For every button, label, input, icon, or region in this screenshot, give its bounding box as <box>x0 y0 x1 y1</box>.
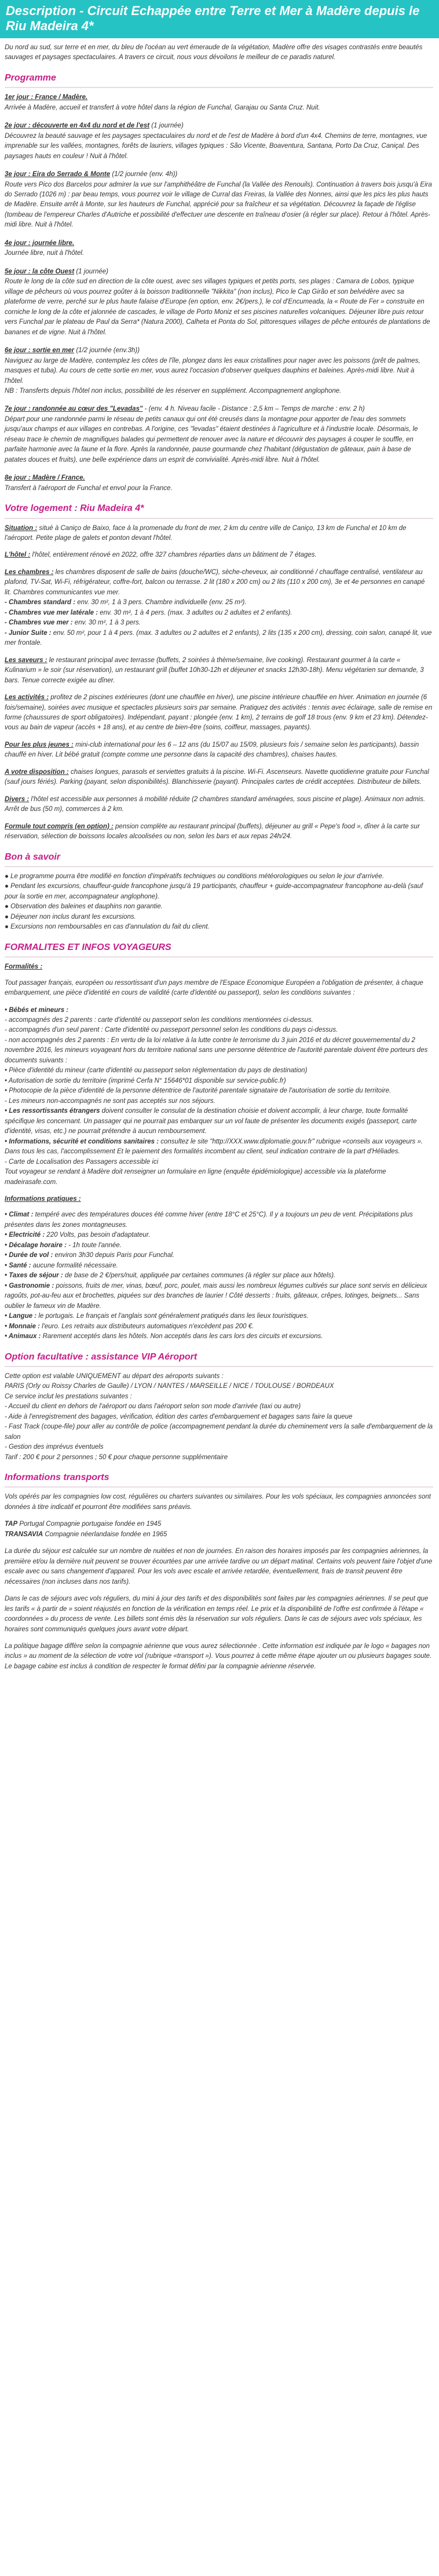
day-title: 5e jour : la côte Ouest <box>5 268 75 275</box>
flavours-text: le restaurant principal avec terrasse (buffets, 2 soirées à thème/semaine, live cooking). Restaurant gourmet à la carte « Kulinarium » le soir (sur réservation), un restaurant grill (buffet 10h30-12h et déjeuner et snacks 12h30-18h). Menu végétarien sur demande, 3 bars. Tenue correcte exigée au dîner. <box>5 656 424 684</box>
good-to-know-item: ● Le programme pourra être modifié en fonction d'impératifs techniques ou conditions météorologiques ou selon le jour d'arrivée. <box>5 873 385 880</box>
airline-item <box>5 1519 433 1529</box>
day-title: 7e jour : randonnée au cœur des "Levadas" <box>5 405 143 413</box>
hotel-heading: Votre logement : Riu Madeira 4* <box>5 502 433 518</box>
activities-label: Les activités : <box>5 694 49 701</box>
good-to-know-list <box>5 872 433 933</box>
airline-description: Portugal Compagnie portugaise fondée en 1945 <box>17 1521 162 1528</box>
room-type <box>5 608 433 618</box>
practical-info-text: environ 3h30 depuis Paris pour Funchal. <box>53 1252 174 1259</box>
room-type-details: env. 30 m², 1 à 3 pers. Chambre individuelle (env. 25 m²). <box>75 599 247 606</box>
practical-info-item <box>5 1322 433 1332</box>
transport-regular-flights-text: Dans le cas de séjours avec vols réguliers, du mini à jour des tarifs et des disponibilités sont faites par les compagnies aériennes. Il se peut que les tarifs « à partir de » soient réajustés en fonction de la vérification en temps réel. Le prix et la disponibilité de l'offre est confirmée à l'étape « coordonnées » du process de vente. Les billets sont émis dès la réservation sur vols réguliers. Dans le cas de séjours avec vols spéciaux, les horaires sont communiqués quelques jours avant votre départ. <box>5 1595 429 1633</box>
formalities-subheading: Formalités : <box>5 963 43 971</box>
formality-line <box>5 1137 433 1157</box>
good-to-know-item: ● Déjeuner non inclus durant les excursions. <box>5 913 136 920</box>
formality-text: - Les mineurs non-accompagnés ne sont pas acceptés sur nos séjours. <box>5 1097 215 1105</box>
practical-info-text: Rarement acceptés dans les hôtels. Non acceptés dans les cars lors des circuits et excursions. <box>41 1333 323 1340</box>
vip-line: Tarif : 200 € pour 2 personnes ; 50 € pour chaque personne supplémentaire <box>5 1453 228 1461</box>
rooms-paragraph <box>5 568 433 649</box>
formality-line <box>5 1066 433 1076</box>
vip-line: - Fast Track (coupe-file) pour aller au contrôle de police (accompagnement pendant la durée du cheminement vers la salle d'embarquement de la salon <box>5 1423 433 1441</box>
day-header <box>5 473 433 483</box>
hotel-label: L'hôtel : <box>5 551 31 559</box>
practical-info-item <box>5 1332 433 1342</box>
vip-line: PARIS (Orly ou Roissy Charles de Gaulle) / LYON / NANTES / MARSEILLE / NICE / TOULOUSE / BORDEAUX <box>5 1383 334 1390</box>
room-type-details: env. 30 m², 1 à 3 pers. <box>72 619 141 627</box>
rooms-text: les chambres disposent de salle de bains (douche/WC), sèche-cheveux, air conditionné / chauffage centralisé, ventilateur au plafond, TV-Sat, Wi-Fi, réfrigérateur, coffre-fort, balcon ou terrasse. 2 lit (180 x 200 cm) ou 2 lits (110 x 200 cm), 3e et 4e personnes en canapé lit. Chambres communicantes vue mer. <box>5 568 425 596</box>
practical-info-label: • Monnaie : <box>5 1322 40 1330</box>
vip-line: - Accueil du client en dehors de l'aéroport ou dans l'aéroport selon son mode d'arrivée (taxi ou autre) <box>5 1403 301 1411</box>
practical-info-label: • Santé : <box>5 1262 31 1269</box>
formality-line <box>5 1036 433 1066</box>
formality-text: - non accompagnés des 2 parents : En vertu de la loi relative à la lutte contre le terrorisme du 3 juin 2016 et du décret gouvernemental du 2 novembre 2016, les mineurs voyageant hors du territoire national sans une personne détentrice de l'autorité parentale doivent être porteurs des documents suivants : <box>5 1036 428 1064</box>
formality-line <box>5 1025 433 1035</box>
formalities-heading: FORMALITES ET INFOS VOYAGEURS <box>5 941 433 958</box>
airline-name: TRANSAVIA <box>5 1530 43 1538</box>
practical-info-subheading: Informations pratiques : <box>5 1195 81 1203</box>
day-duration: (1/2 journée (env.3h)) <box>74 347 140 355</box>
practical-info-label: • Décalage horaire : <box>5 1241 67 1249</box>
day-description: Départ pour une randonnée parmi le réseau de petits canaux qui ont été creusés dans la montagne pour apporter de l'eau des sommets jusqu'aux champs et aux villages en contrebas. A l'origine, ces "levadas" étaient destinées à l'agriculture et à l'industrie locale. Désormais, le réseau trace le chemin de magnifiques balades qui permettent de renouer avec la nature et découvrir des paysages à couper le souffle, en parfaite harmonie avec la faune et la flore. Après la randonnée, pause gourmande chez l'habitant (dégustation de gâteaux, pain à base de patates douces et fruits), une belle expérience dans un esprit de convivialité. Après-midi libre. Nuit à l'hôtel. <box>5 415 418 463</box>
day-title: 1er jour : France / Madère. <box>5 94 88 101</box>
formality-line <box>5 1097 433 1106</box>
all-inclusive-text: pension complète au restaurant principal (buffets), déjeuner au grill « Pepe's food », dîner à la carte sur réservation, sélection de boissons locales alcoolisées ou non, selon les bars et aux repas 24h/24. <box>5 823 420 841</box>
practical-info-label: • Electricité : <box>5 1232 45 1239</box>
formality-label: • Bébés et mineurs : <box>5 1006 69 1014</box>
vip-line: Cette option est valable UNIQUEMENT au départ des aéroports suivants : <box>5 1372 224 1380</box>
airline-list <box>5 1519 433 1540</box>
practical-info-text: aucune formalité nécessaire. <box>31 1262 118 1269</box>
programme-day <box>5 239 433 259</box>
rooms-label: Les chambres : <box>5 568 54 576</box>
misc-label: Divers : <box>5 795 30 803</box>
day-duration: - (env. 4 h. Niveau facile - Distance : 2,5 km – Temps de marche : env. 2 h) <box>142 405 365 413</box>
practical-info-item <box>5 1241 433 1251</box>
intro-text: Du nord au sud, sur terre et en mer, du bleu de l'océan au vert émeraude de la végétation, Madère offre des visages contrastés entre beautés sauvages et paysages spectaculaires. A travers ce circuit, nous vous dévoilons le meilleur de ce paradis naturel. <box>5 44 423 61</box>
formality-text: consultez le site "http://XXX.www.diplomatie.gouv.fr" rubrique «conseils aux voyageurs ». Dans tous les cas, l'accomplissement Et le paiement des formalités incombent au client, seul indication contraire de la part d'Héliades. <box>5 1138 423 1156</box>
formality-text: Tout voyageur se rendant à Madère doit renseigner un formulaire en ligne (enquête épidémiologique) accessible via la plateforme madeirasafe.com. <box>5 1168 386 1186</box>
programme-day <box>5 404 433 465</box>
day-description: Naviguez au large de Madère, contemplez les côtes de l'île, plongez dans les eaux cristallines pour nager avec les poissons (prêt de palmes, masques et tuba). Au cours de cette sortie en mer, vous aurez l'occasion d'observer quelques dauphins et baleines. Après-midi libre. Nuit à l'hôtel. <box>5 357 420 385</box>
formality-text: - accompagnés des 2 parents : carte d'identité ou passeport selon les conditions mentionnées ci-dessus. <box>5 1017 313 1024</box>
practical-info-label: • Climat : <box>5 1211 34 1219</box>
day-description: Transfert à l'aéroport de Funchal et envol pour la France. <box>5 484 173 492</box>
facilities-paragraph <box>5 768 433 788</box>
practical-info-item <box>5 1281 433 1311</box>
formality-text: doivent consulter le consulat de la destination choisie et doivent accomplir, à leur charge, toute formalité spécifique les concernant. Un passager qui ne pourrait pas embarquer sur un vol faute de présenter les documents exigés (passeport, carte d'identité, visas, etc.) ne pourrait prétendre à aucun remboursement. <box>5 1108 417 1135</box>
practical-info-text: l'euro. Les retraits aux distributeurs automatiques n'excèdent pas 200 €. <box>39 1322 254 1330</box>
practical-info-list <box>5 1210 433 1342</box>
programme-day <box>5 346 433 396</box>
practical-info-text: - 1h toute l'année. <box>66 1241 122 1249</box>
situation-paragraph <box>5 524 433 544</box>
formality-label: • Les ressortissants étrangers <box>5 1108 100 1115</box>
vip-details <box>5 1372 433 1463</box>
vip-line: Ce service inclut les prestations suivantes : <box>5 1393 132 1400</box>
room-type <box>5 629 433 649</box>
activities-text: profitez de 2 piscines extérieures (dont une chauffée en hiver), une piscine intérieure chauffée en hiver. Animation en journée (6 fois/semaine), soirées avec musique et spectacles plusieurs soirs par semaine. Pratiquez des activités : tennis avec éclairage, salle de remise en forme (chaussures de sport obligatoires). Indépendant, payant : plongée (env. 1 km), 2 terrains de golf 18 trous (env. 9 km et 23 km). Détendez-vous au bain de vapeur (accès + 18 ans), et au centre de bien-être (soins, coiffeur, massages, payants). <box>5 694 433 732</box>
formality-text: • Autorisation de sortie du territoire (imprimé Cerfa N° 15646*01 disponible sur service-public.fr) <box>5 1077 286 1084</box>
hotel-paragraph <box>5 550 433 560</box>
practical-info-item <box>5 1261 433 1271</box>
room-type <box>5 598 433 608</box>
formality-line <box>5 1106 433 1137</box>
vip-line: - Gestion des imprévus éventuels <box>5 1444 104 1451</box>
formalities-list <box>5 1006 433 1187</box>
formality-text: • Pièce d'identité du mineur (carte d'identité ou passeport selon réglementation du pays de destination) <box>5 1067 308 1075</box>
all-inclusive-label: Formule tout compris (en option) : <box>5 823 114 830</box>
room-types-list <box>5 598 433 648</box>
good-to-know-item: ● Excursions non remboursables en cas d'annulation du fait du client. <box>5 923 210 931</box>
day-title: 4e jour : journée libre. <box>5 239 75 247</box>
practical-info-item <box>5 1311 433 1321</box>
transport-duration-text: La durée du séjour est calculée sur un nombre de nuitées et non de journées. En raison des horaires imposés par les compagnies aériennes, la première et/ou la dernière nuit peuvent se trouver écourtées par une arrivée tardive ou un départ matinal. Certains vols peuvent faire l'objet d'une escale avec ou sans changement d'appareil. Pour les vols avec escale et arrivée retardée, éventuellement, frais de transit peuvent être nécessaires (non incluses dans nos tarifs). <box>5 1548 433 1585</box>
day-duration: (1 journée) <box>149 122 184 130</box>
vip-heading: Option facultative : assistance VIP Aéroport <box>5 1350 433 1367</box>
day-header <box>5 267 433 277</box>
kids-text: mini-club international pour les 6 – 12 ans (du 15/07 au 15/09, plusieurs fois / semaine selon les participants), bassin chauffé en hiver. Lit bébé gratuit (compte comme une personne dans la capacité des chambres), chaises hautes. <box>5 741 419 759</box>
day-header <box>5 170 433 180</box>
day-description: Découvrez la beauté sauvage et les paysages spectaculaires du nord et de l'est de Madère à bord d'un 4x4. Chemins de terre, montagnes, vue imprenable sur les vallées, montagnes, forêts de lauriers, villages typiques : São Vicente, Boaventura, Santana, Porto Da Cruz, Caniçal. Des paysages hauts en couleur ! Nuit à l'hôtel. <box>5 132 427 160</box>
day-description: Route le long de la côte sud en direction de la côte ouest, avec ses villages typiques et petits ports, ses plages : Camara de Lobos, typique village de pêcheurs où vous pourrez goûter à la boisson traditionnelle "Nikkita" (non inclus), Pico le Cap Girão et son belvédère avec sa plateforme de verre, perché sur le plus haute falaise d'Europe (en option, env. 2€/pers.), le col d'Encumeada, la « Route de Fer » construite en corniche le long de la côte et jalonnée de cascades, le village de Porto Moniz et ses piscines naturelles volcaniques. Déjeuner libre puis retour vers Funchal par le plateau de Paul da Serra* (Natura 2000), Calheta et Ponta do Sol, pittoresques villages de pêche entourés de plantations de bananes et de vigne. Nuit à l'hôtel. <box>5 278 430 336</box>
room-type-name: - Chambres standard : <box>5 599 76 606</box>
day-header <box>5 121 433 131</box>
formality-text: • Photocopie de la pièce d'identité de la personne détentrice de l'autorité parentale signataire de l'autorisation de sortie du territoire. <box>5 1087 392 1095</box>
practical-info-label: • Animaux : <box>5 1333 41 1340</box>
facilities-label: A votre disposition : <box>5 768 69 776</box>
all-inclusive-paragraph <box>5 822 433 842</box>
practical-info-item <box>5 1271 433 1281</box>
transport-heading: Informations transports <box>5 1471 433 1488</box>
practical-info-item <box>5 1230 433 1240</box>
flavours-paragraph <box>5 656 433 686</box>
day-description: Arrivée à Madère, accueil et transfert à votre hôtel dans la région de Funchal, Garajau ou Santa Cruz. Nuit. <box>5 104 320 111</box>
formalities-intro: Tout passager français, européen ou ressortissant d'un pays membre de l'Espace Economique Européen a l'obligation de présenter, à chaque embarquement, une pièce d'identité en cours de validité (carte d'identité ou passeport), selon les conditions suivantes : <box>5 979 423 997</box>
situation-label: Situation : <box>5 524 38 532</box>
formality-line <box>5 1167 433 1187</box>
airline-item <box>5 1530 433 1540</box>
good-to-know-item: ● Pendant les excursions, chauffeur-guide francophone jusqu'à 19 participants, chauffeur + guide-accompagnateur francophone au-delà (sauf pour la sortie en mer, accompagnateur anglophone). <box>5 883 423 900</box>
kids-label: Pour les plus jeunes : <box>5 741 74 748</box>
kids-paragraph <box>5 740 433 761</box>
programme-heading: Programme <box>5 71 433 88</box>
practical-info-label: • Gastronomie : <box>5 1282 54 1289</box>
programme-day <box>5 267 433 338</box>
good-to-know-item: ● Observation des baleines et dauphins non garantie. <box>5 903 163 911</box>
practical-info-text: poissons, fruits de mer, vinas, bœuf, porc, poulet, mais aussi les nombreux légumes cultivés sur place sont servis en délicieux ragoûts, pot-au-feu aux et brochettes, piquées sur des branches de laurier ! Côté desserts : fruits, gâteaux, crêpes, lotinges, beignets... Sans oublier le fameux vin de Madère. <box>5 1282 427 1310</box>
day-title: 8e jour : Madère / France. <box>5 474 85 482</box>
situation-text: situé à Caniço de Baixo, face à la promenade du front de mer, 2 km du centre ville de Caniço, 13 km de Funchal et 10 km de l'aéroport. Petite plage de galets et ponton devant l'hôtel. <box>5 524 407 542</box>
room-type <box>5 618 433 628</box>
formality-text: - accompagnés d'un seul parent : Carte d'identité ou passeport personnel selon les conditions du pays ci-dessus. <box>5 1026 338 1034</box>
practical-info-text: de base de 2 €/pers/nuit, appliquée par certaines communes (à régler sur place aux hôtels). <box>63 1272 336 1280</box>
airline-description: Compagnie néerlandaise fondée en 1965 <box>43 1530 167 1538</box>
flavours-label: Les saveurs : <box>5 656 47 664</box>
activities-paragraph <box>5 693 433 733</box>
practical-info-item <box>5 1251 433 1260</box>
transport-intro: Vols opérés par les compagnies low cost, régulières ou charters suivantes ou similaires. Pour les vols spéciaux, les compagnies annoncées sont données à titre indicatif et pourront être modifiées sans préavis. <box>5 1493 431 1511</box>
day-duration: (1/2 journée (env. 4h)) <box>110 171 178 178</box>
practical-info-text: tempéré avec des températures douces été comme hiver (entre 18°C et 25°C). Il y a toujours un peu de vent. Précipitations plus présentes dans les zones montagneuses. <box>5 1211 413 1229</box>
airline-name: TAP <box>5 1521 18 1528</box>
day-title: 3e jour : Eira do Serrado & Monte <box>5 171 111 178</box>
formality-line <box>5 1086 433 1096</box>
formality-line <box>5 1006 433 1015</box>
programme-day <box>5 170 433 231</box>
practical-info-text: 220 Volts, pas besoin d'adaptateur. <box>45 1232 151 1239</box>
programme-days <box>5 93 433 494</box>
room-type-name: - Chambres vue mer : <box>5 619 73 627</box>
formality-line <box>5 1015 433 1025</box>
day-header <box>5 239 433 249</box>
practical-info-label: • Taxes de séjour : <box>5 1272 63 1280</box>
day-duration: (1 journée) <box>74 268 108 275</box>
practical-info-item <box>5 1210 433 1230</box>
practical-info-label: • Durée de vol : <box>5 1252 53 1259</box>
room-type-name: - Chambres vue mer latérale : <box>5 609 98 616</box>
hotel-text: l'hôtel, entièrement rénové en 2022, offre 327 chambres réparties dans un bâtiment de 7 étages. <box>30 551 317 559</box>
practical-info-label: • Langue : <box>5 1313 37 1320</box>
formality-line <box>5 1157 433 1167</box>
day-description: Route vers Pico dos Barcelos pour admirer la vue sur l'amphithéâtre de Funchal (la Vallée des Renouils). Continuation à travers bois jusqu'à Eira do Serrado (1026 m) : par beau temps, vous pourrez voir le village de Curral das Freiras, la Vallée des Nonnes, ainsi que les pics les plus hauts de Madère. Ensuite arrêt à Monte, sur les hauteurs de Funchal, apprécié pour sa fraîcheur et sa végétation. Découvrez la façade de l'église (tombeau de l'empereur Charles d'Autriche et possibilité d'effectuer une descente en traîneau d'osier (à régler sur place). Retour à l'hôtel. Après-midi libre. Nuit à l'hôtel. <box>5 181 432 229</box>
day-title: 2e jour : découverte en 4x4 du nord et de l'est <box>5 122 150 130</box>
room-type-name: - Junior Suite : <box>5 629 52 637</box>
day-header <box>5 93 433 103</box>
day-note: NB : Transferts depuis l'hôtel non inclus, possibilité de les réserver en supplément. Accompagnement anglophone. <box>5 387 342 394</box>
misc-paragraph <box>5 795 433 815</box>
formality-text: - Carte de Localisation des Passagers accessible ici <box>5 1158 159 1165</box>
vip-line: - Aide à l'enregistrement des bagages, vérification, édition des cartes d'embarquement et bagages sans faire la queue <box>5 1413 353 1420</box>
content <box>0 38 439 1672</box>
misc-text: l'hôtel est accessible aux personnes à mobilité réduite (2 chambres standard aménagées, sous piscine et plage). Animaux non admis. Arrêt de bus (50 m), commerces à 2 km. <box>5 795 426 813</box>
day-description: Journée libre, nuit à l'hôtel. <box>5 250 85 257</box>
formality-label: • Informations, sécurité et conditions sanitaires : <box>5 1138 159 1145</box>
practical-info-text: le portugais. Le français et l'anglais sont généralement pratiqués dans les lieux touristiques. <box>36 1313 309 1320</box>
rooms-intro <box>5 568 433 598</box>
programme-day <box>5 473 433 494</box>
room-type-details: env. 50 m², pour 1 à 4 pers. (max. 3 adultes ou 2 adultes et 2 enfants), 2 lits (135 x 200 cm), dressing, coin salon, canapé lit, vue mer frontale. <box>5 629 432 647</box>
transport-baggage-text: La politique bagage diffère selon la compagnie aérienne que vous aurez sélectionnée . Cette information est indiquée par le logo « bagages non inclus » au moment de la sélection de votre vol (rubrique «transport »). Vous pourrez à cette même étape ajouter un ou plusieurs bagages soute. Le bagage cabine est inclus à condition de respecter le format défini par la compagnie aérienne réservée. <box>5 1643 432 1670</box>
facilities-text: chaises longues, parasols et serviettes gratuits à la piscine. Wi-Fi. Ascenseurs. Navette quotidienne gratuite pour Funchal (sauf jours fériés). Parking (payant, selon disponibilités). Blanchisserie (payant). Principales cartes de crédit acceptées. Distributeur de billets. <box>5 768 429 786</box>
programme-day <box>5 93 433 113</box>
formality-line <box>5 1076 433 1086</box>
day-title: 6e jour : sortie en mer <box>5 347 75 355</box>
programme-day <box>5 121 433 162</box>
good-to-know-heading: Bon à savoir <box>5 850 433 867</box>
page-title: Description - Circuit Echappée entre Terre et Mer à Madère depuis le Riu Madeira 4* <box>0 0 439 38</box>
day-header <box>5 404 433 414</box>
day-header <box>5 346 433 356</box>
room-type-details: env. 30 m², 1 à 4 pers. (max. 3 adultes ou 2 adultes et 2 enfants). <box>98 609 292 616</box>
